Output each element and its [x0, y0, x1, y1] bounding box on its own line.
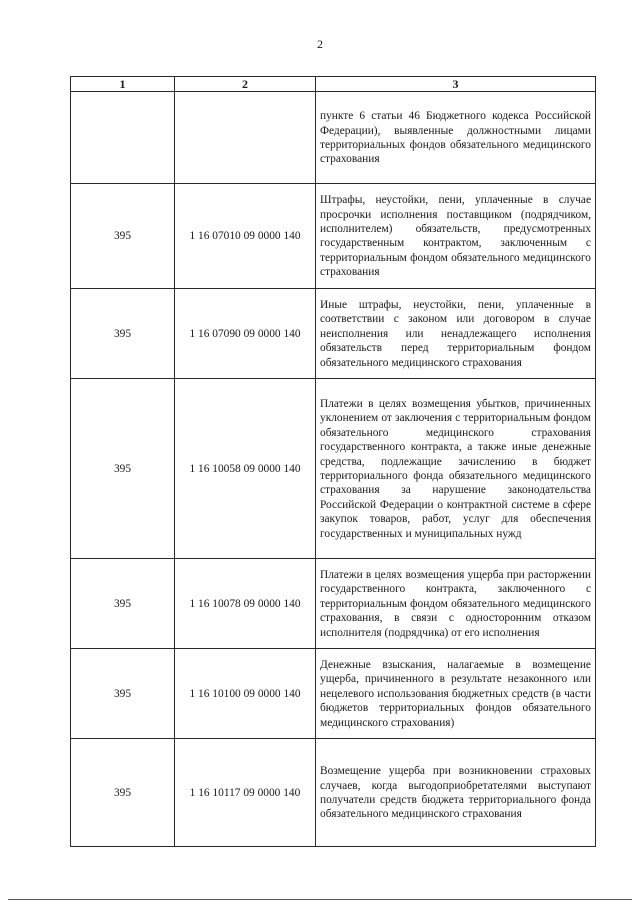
kbk-code-cell: 1 16 07090 09 0000 140 [175, 289, 316, 379]
kbk-code-cell: 1 16 10117 09 0000 140 [175, 739, 316, 847]
admin-code-cell: 395 [71, 559, 175, 649]
revenue-description-cell: Штрафы, неустойки, пени, уплаченные в случае просрочки исполнения поставщиком (подрядчиком, исполнителем) обязательств, предусмотренных государственным контрактом, заключенным с территориальным фондом обязательного медицинского страхования [316, 184, 596, 289]
table-header-row [71, 77, 596, 92]
scan-edge-line [8, 899, 632, 900]
table-row [71, 649, 596, 739]
kbk-code-cell [175, 92, 316, 184]
kbk-code-cell: 1 16 10078 09 0000 140 [175, 559, 316, 649]
revenue-description-cell: Возмещение ущерба при возникновении страховых случаев, когда выгодоприобретателями выступают получатели средств бюджета территориального фонда обязательного медицинского страхования [316, 739, 596, 847]
column-header-1: 1 [71, 77, 175, 92]
admin-code-cell: 395 [71, 289, 175, 379]
revenue-description-cell: Платежи в целях возмещения ущерба при расторжении государственного контракта, заключенного с территориальным фондом обязательного медицинского страхования, в связи с односторонним отказом исполнителя (подрядчика) от его исполнения [316, 559, 596, 649]
kbk-code-cell: 1 16 07010 09 0000 140 [175, 184, 316, 289]
admin-code-cell: 395 [71, 739, 175, 847]
kbk-code-cell: 1 16 10100 09 0000 140 [175, 649, 316, 739]
admin-code-cell: 395 [71, 379, 175, 559]
column-header-3: 3 [316, 77, 596, 92]
table-row [71, 739, 596, 847]
table-row [71, 92, 596, 184]
budget-revenue-table [70, 76, 596, 847]
revenue-description-cell: Денежные взыскания, налагаемые в возмещение ущерба, причиненного в результате незаконного или нецелевого использования бюджетных средств (в части бюджетов территориальных фондов обязательного медицинского страхования) [316, 649, 596, 739]
admin-code-cell: 395 [71, 184, 175, 289]
admin-code-cell: 395 [71, 649, 175, 739]
revenue-description-cell: Платежи в целях возмещения убытков, причиненных уклонением от заключения с территориальным фондом обязательного медицинского страхования государственного контракта, а также иные денежные средства, подлежащие зачислению в бюджет территориального фонда обязательного медицинского страхования за нарушение законодательства Российской Федерации о контрактной системе в сфере закупок товаров, работ, услуг для обеспечения государственных и муниципальных нужд [316, 379, 596, 559]
admin-code-cell [71, 92, 175, 184]
kbk-code-cell: 1 16 10058 09 0000 140 [175, 379, 316, 559]
table-row [71, 379, 596, 559]
column-header-2: 2 [175, 77, 316, 92]
table-row [71, 289, 596, 379]
revenue-description-cell: пункте 6 статьи 46 Бюджетного кодекса Российской Федерации), выявленные должностными лицами территориальных фондов обязательного медицинского страхования [316, 92, 596, 184]
page-number: 2 [317, 37, 323, 51]
table-row [71, 559, 596, 649]
table-row [71, 184, 596, 289]
revenue-description-cell: Иные штрафы, неустойки, пени, уплаченные в соответствии с законом или договором в случае неисполнения или ненадлежащего исполнения обязательств перед территориальным фондом обязательного медицинского страхования [316, 289, 596, 379]
